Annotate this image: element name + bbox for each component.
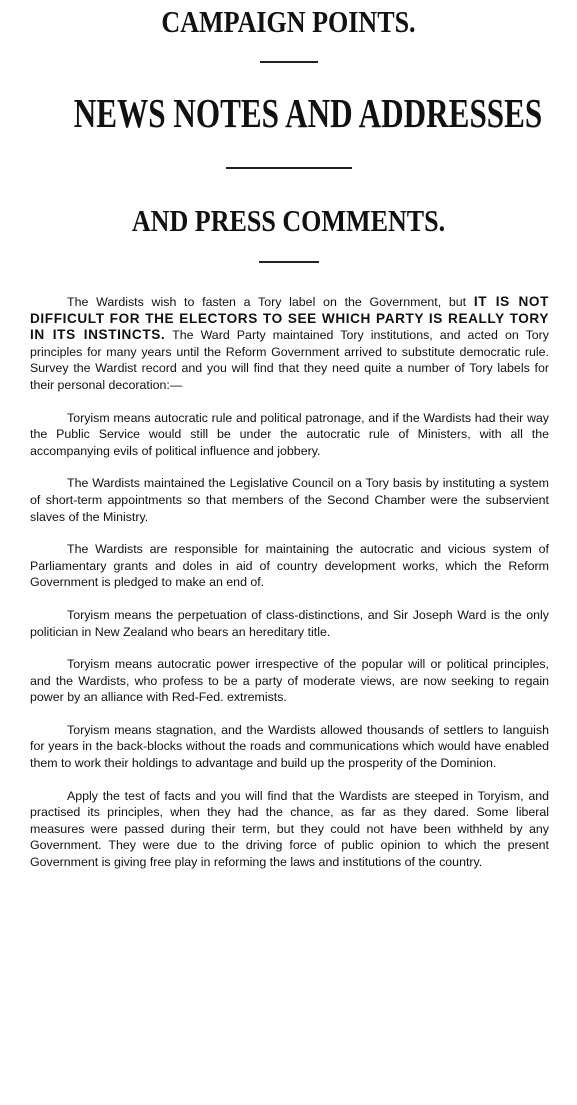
paragraph-autocratic-power: Toryism means autocratic power irrespective of the popular will or political principles, and the Wardists, who profess to be a party of moderate views, are now seeking to regain power by an alliance with Red-Fed. extremists. <box>30 657 549 705</box>
paragraph-autocratic-rule: Toryism means autocratic rule and political patronage, and if the Wardists had their way the Public Service would still be under the autocratic rule of Ministers, with all the accompanying evils of political influence and jobbery. <box>30 410 549 458</box>
intro-text-start: The Wardists wish to fasten a Tory label on the Government, but <box>67 295 474 309</box>
paragraph-intro <box>30 294 549 394</box>
paragraph-class-distinctions: Toryism means the perpetuation of class-distinctions, and Sir Joseph Ward is the only politician in New Zealand who bears an hereditary title. <box>30 607 549 639</box>
divider-rule <box>259 261 319 263</box>
intro-emphasis: IT IS NOT DIFFICULT FOR THE ELECTORS TO SEE WHICH PARTY IS REALLY TORY IN ITS INSTINCTS. <box>30 294 549 343</box>
headline-campaign-points: CAMPAIGN POINTS. <box>161 4 416 39</box>
paragraph-test-of-facts: Apply the test of facts and you will find that the Wardists are steeped in Toryism, and practised its principles, when they had the chance, as far as they dared. Some liberal measures were passed during their term, but they could not have been withheld by any Government. They were due to the driving force of public opinion to which the present Government is giving free play in reforming the laws and institutions of the country. <box>30 788 549 870</box>
paragraph-parliamentary-grants: The Wardists are responsible for maintaining the autocratic and vicious system of Parliamentary grants and doles in aid of country development works, which the Reform Government is pledged to make an end of. <box>30 542 549 590</box>
intro-text-end: The Ward Party maintained Tory institutions, and acted on Tory principles for many years until the Reform Government arrived to substitute democratic rule. Survey the Wardist record and you will find that they need quite a number of Tory labels for their personal decoration:— <box>30 328 549 392</box>
headline-press-comments: AND PRESS COMMENTS. <box>131 203 446 238</box>
divider-rule <box>226 167 352 169</box>
article-body <box>6 294 571 871</box>
paragraph-legislative-council: The Wardists maintained the Legislative Council on a Tory basis by instituting a system of short-term appointments so that members of the Second Chamber were the subservient slaves of the Ministry. <box>30 476 549 524</box>
paragraph-stagnation: Toryism means stagnation, and the Wardists allowed thousands of settlers to languish for years in the back-blocks without the roads and communications which would have enabled them to work their holdings to advantage and build up the prosperity of the Dominion. <box>30 722 549 771</box>
headline-news-notes: NEWS NOTES AND ADDRESSES <box>73 90 543 136</box>
divider-rule <box>260 61 318 63</box>
